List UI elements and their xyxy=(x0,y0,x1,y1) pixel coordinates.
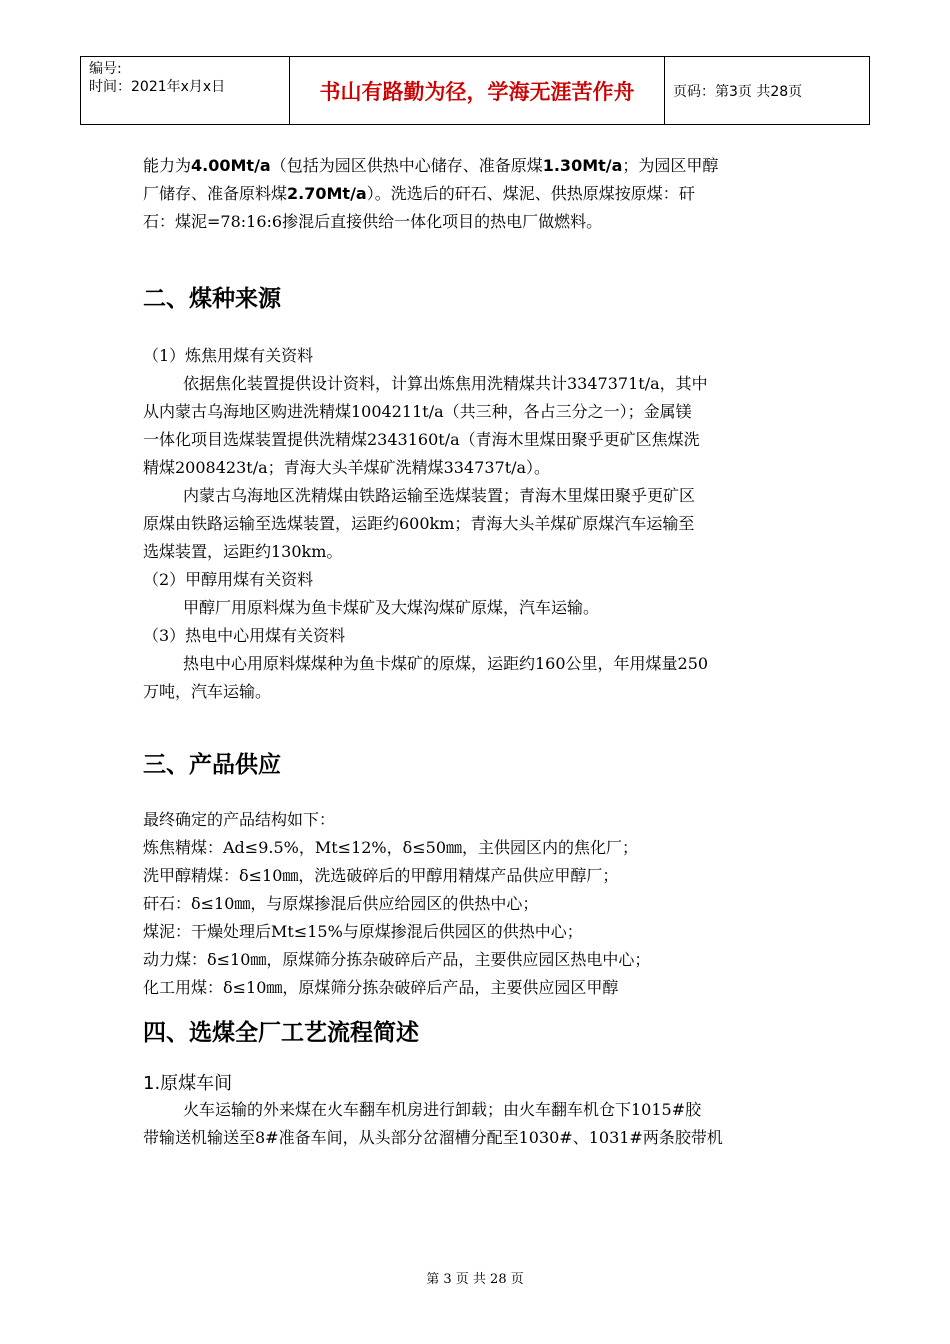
paragraph-line: 选煤装置，运距约130km。 xyxy=(143,542,343,561)
product-item: 动力煤：δ≤10㎜，原煤筛分拣杂破碎后产品，主要供应园区热电中心； xyxy=(143,950,651,969)
paragraph-line: 从内蒙古乌海地区购进洗精煤1004211t/a（共三种，各占三分之一）；金属镁 xyxy=(143,402,692,421)
number-label: 编号: xyxy=(89,61,122,77)
text-run: 厂储存、准备原料煤 xyxy=(143,184,288,203)
paragraph-line: 原煤由铁路运输至选煤装置，运距约600km；青海大头羊煤矿原煤汽车运输至 xyxy=(143,514,695,533)
paragraph-line: 精煤2008423t/a；青海大头羊煤矿洗精煤334737t/a）。 xyxy=(143,458,551,477)
header-motto: 书山有路勤为径，学海无涯苦作舟 xyxy=(290,57,665,125)
paragraph-line: 热电中心用原料煤煤种为鱼卡煤矿的原煤，运距约160公里，年用煤量250 xyxy=(183,654,709,673)
text-run: （包括为园区供热中心储存、准备原煤 xyxy=(270,156,543,175)
paragraph-line: 内蒙古乌海地区洗精煤由铁路运输至选煤装置；青海木里煤田聚乎更矿区 xyxy=(183,486,696,505)
section-heading-product-supply: 三、产品供应 xyxy=(143,752,281,778)
document-header xyxy=(80,56,870,125)
paragraph-line: 甲醇厂用原料煤为鱼卡煤矿及大煤沟煤矿原煤，汽车运输。 xyxy=(183,598,600,617)
product-intro: 最终确定的产品结构如下： xyxy=(143,810,336,829)
date-label: 时间：2021年x月x日 xyxy=(89,79,226,95)
product-item: 炼焦精煤：Ad≤9.5%，Mt≤12%，δ≤50㎜，主供园区内的焦化厂； xyxy=(143,838,639,857)
heat-coal-value: 1.30Mt/a xyxy=(542,156,623,175)
subheading-coking-coal: （1）炼焦用煤有关资料 xyxy=(143,346,314,365)
paragraph-line: 带输送机输送至8#准备车间，从头部分岔溜槽分配至1030#、1031#两条胶带机 xyxy=(143,1128,723,1147)
subheading-raw-coal-workshop: 1.原煤车间 xyxy=(143,1073,233,1094)
section-heading-coal-source: 二、煤种来源 xyxy=(143,286,281,312)
paragraph-line: 一体化项目选煤装置提供洗精煤2343160t/a（青海木里煤田聚乎更矿区焦煤洗 xyxy=(143,430,700,449)
paragraph-line: 万吨，汽车运输。 xyxy=(143,682,272,701)
text-run: ；为园区甲醇 xyxy=(622,156,719,175)
methanol-coal-value: 2.70Mt/a xyxy=(287,184,367,203)
header-meta xyxy=(81,57,290,125)
subheading-power-coal: （3）热电中心用煤有关资料 xyxy=(143,626,346,645)
product-item: 化工用煤：δ≤10㎜，原煤筛分拣杂破碎后产品，主要供应园区甲醇 xyxy=(143,978,619,997)
section-heading-process-flow: 四、选煤全厂工艺流程简述 xyxy=(143,1020,419,1046)
paragraph-line: 依据焦化装置提供设计资料，计算出炼焦用洗精煤共计3347371t/a，其中 xyxy=(183,374,708,393)
intro-line-3: 石：煤泥=78:16:6掺混后直接供给一体化项目的热电厂做燃料。 xyxy=(143,212,603,231)
product-item: 矸石：δ≤10㎜，与原煤掺混后供应给园区的供热中心； xyxy=(143,894,539,913)
intro-line-2 xyxy=(143,180,811,208)
header-page-info: 页码：第3页 共28页 xyxy=(665,57,870,125)
text-run: ）。洗选后的矸石、煤泥、供热原煤按原煤：矸 xyxy=(366,184,695,203)
paragraph-line: 火车运输的外来煤在火车翻车机房进行卸载；由火车翻车机仓下1015#胶 xyxy=(183,1100,702,1119)
capacity-value: 4.00Mt/a xyxy=(191,156,271,175)
subheading-methanol-coal: （2）甲醇用煤有关资料 xyxy=(143,570,314,589)
page-footer: 第 3 页 共 28 页 xyxy=(426,1272,524,1287)
document-body xyxy=(143,152,811,1152)
product-item: 洗甲醇精煤：δ≤10㎜，洗选破碎后的甲醇用精煤产品供应甲醇厂； xyxy=(143,866,619,885)
product-item: 煤泥：干燥处理后Mt≤15%与原煤掺混后供园区的供热中心； xyxy=(143,922,583,941)
intro-line-1 xyxy=(143,152,811,180)
text-run: 能力为 xyxy=(143,156,192,175)
